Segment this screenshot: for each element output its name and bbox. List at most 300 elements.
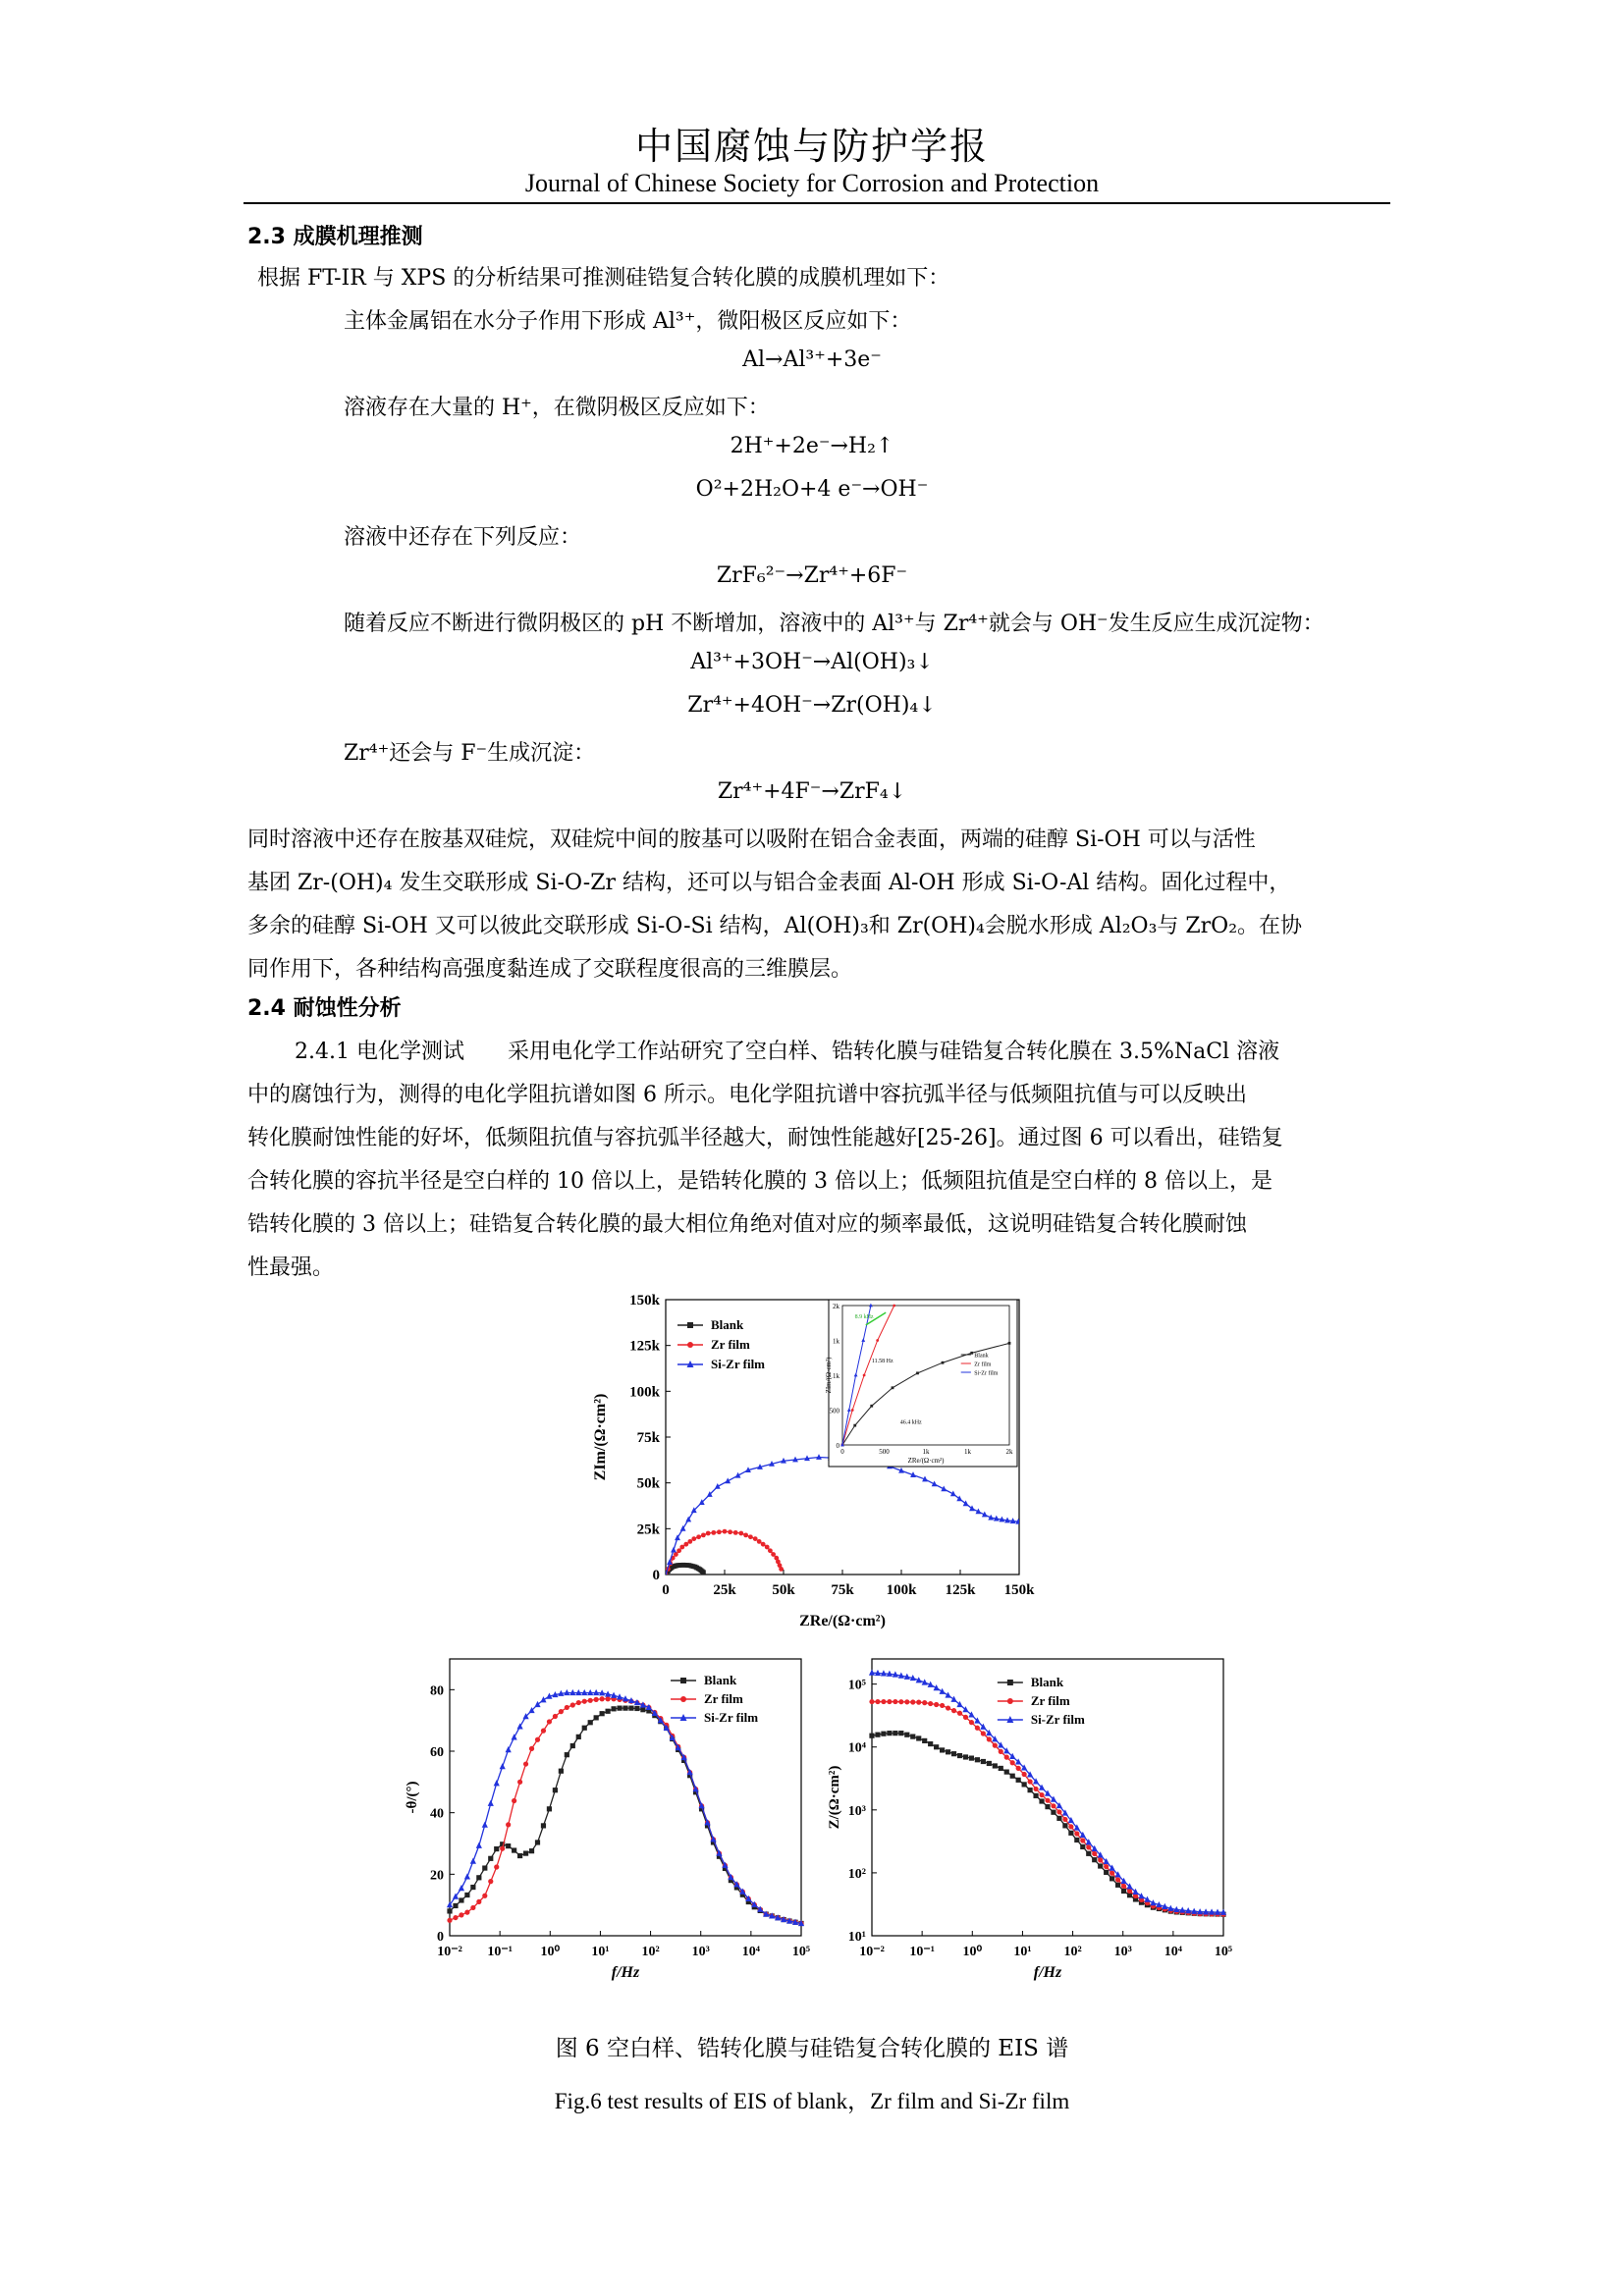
text-line: 溶液存在大量的 H⁺，在微阴极区反应如下： (344, 396, 770, 420)
data-point (453, 1915, 458, 1920)
data-point (969, 1720, 974, 1725)
data-point (691, 1536, 696, 1541)
data-point (570, 1743, 575, 1748)
data-point (934, 1702, 939, 1707)
data-point (547, 1806, 552, 1811)
data-point (757, 1539, 762, 1544)
data-point (582, 1726, 587, 1731)
data-point (494, 1846, 499, 1851)
bode-phase-chart (405, 1649, 831, 1983)
inset-annotation: 8.9 kHz (854, 1313, 874, 1320)
y-tick-label: 50k (636, 1475, 660, 1492)
data-point (969, 1756, 974, 1761)
data-point (1098, 1863, 1103, 1868)
data-point (594, 1697, 599, 1702)
x-tick-label: 10³ (691, 1945, 710, 1959)
inset-y-tick-label: 1k (833, 1337, 839, 1346)
equation: Zr⁴⁺+4OH⁻→Zr(OH)₄↓ (687, 693, 937, 718)
data-point (951, 1708, 956, 1713)
figure-caption-en: Fig.6 test results of EIS of blank，Zr film and Si-Zr film (554, 2089, 1070, 2113)
series-line (666, 1458, 1024, 1575)
x-axis-label: f/Hz (611, 1964, 640, 1981)
data-point (553, 1788, 558, 1792)
data-point (1150, 1899, 1156, 1905)
data-point (1110, 1871, 1114, 1876)
y-tick-label: 10⁴ (847, 1740, 866, 1756)
data-point (1138, 1893, 1144, 1898)
data-point (728, 1529, 732, 1534)
legend-label: Si-Zr film (711, 1357, 766, 1371)
x-tick-label: 10¹ (591, 1945, 610, 1959)
data-point (723, 1529, 728, 1534)
text-line: 随着反应不断进行微阴极区的 pH 不断增加，溶液中的 Al³⁺与 Zr⁴⁺就会与 OH⁻发生反应生成沉淀物： (344, 612, 1325, 636)
data-point (1028, 1788, 1033, 1792)
x-tick-label: 125k (945, 1582, 976, 1598)
data-point (482, 1894, 487, 1898)
data-point (1110, 1876, 1114, 1881)
x-tick-label: 150k (1003, 1582, 1035, 1598)
x-tick-label: 10⁰ (962, 1945, 983, 1959)
data-point (476, 1842, 482, 1848)
data-point (565, 1752, 569, 1757)
data-point (881, 1699, 886, 1704)
data-point (470, 1885, 475, 1890)
data-point (488, 1800, 494, 1806)
data-point (494, 1780, 500, 1786)
y-tick-label: 100k (629, 1384, 660, 1401)
data-point (1004, 1755, 1009, 1760)
paragraph-line: 锆转化膜的 3 倍以上；硅锆复合转化膜的最大相位角绝对值对应的频率最低，这说明硅锆复合转化膜耐蚀 (247, 1212, 1247, 1237)
data-point (606, 1709, 611, 1714)
data-point (975, 1726, 980, 1731)
series-line (450, 1699, 801, 1924)
data-point (588, 1698, 593, 1703)
data-point (922, 1700, 927, 1705)
data-point (904, 1733, 909, 1737)
inset-y-axis-label: ZIm/(Ω·cm²) (825, 1357, 833, 1394)
section-2-3-title: 2.3 成膜机理推测 (247, 225, 423, 249)
data-point (482, 1822, 488, 1828)
data-point (970, 1352, 973, 1355)
text-line: Zr⁴⁺还会与 F⁻生成沉淀： (344, 741, 596, 766)
data-point (494, 1864, 499, 1869)
data-point (523, 1850, 528, 1855)
data-point (600, 1696, 605, 1701)
y-tick-label: 10² (847, 1866, 866, 1882)
data-point (1039, 1792, 1044, 1797)
data-point (753, 1536, 758, 1541)
data-point (1080, 1838, 1085, 1842)
data-point (717, 1529, 722, 1534)
data-point (869, 1734, 874, 1738)
data-point (547, 1719, 552, 1724)
y-tick-label: 10³ (847, 1803, 866, 1819)
data-point (1008, 1342, 1011, 1345)
data-point (946, 1749, 950, 1754)
data-point (582, 1699, 587, 1704)
data-point (893, 1305, 895, 1308)
data-point (512, 1847, 516, 1852)
data-point (687, 1539, 692, 1544)
data-point (1121, 1889, 1126, 1894)
inset-annotation: 11.58 Hz (871, 1359, 893, 1365)
x-tick-label: 10² (641, 1945, 660, 1959)
x-tick-label: 10⁻¹ (487, 1945, 513, 1959)
inset-x-tick-label: 2k (1005, 1448, 1013, 1456)
data-point (963, 1500, 969, 1506)
data-point (1104, 1864, 1109, 1869)
data-point (1115, 1877, 1120, 1882)
data-point (969, 1505, 975, 1511)
x-tick-label: 10⁵ (791, 1945, 811, 1959)
y-tick-label: 150k (629, 1293, 660, 1308)
data-point (517, 1780, 522, 1785)
text-line: 根据 FT-IR 与 XPS 的分析结果可推测硅锆复合转化膜的成膜机理如下： (257, 266, 950, 291)
data-point (464, 1873, 470, 1879)
paragraph-line: 性最强。 (247, 1255, 335, 1280)
y-tick-label: 75k (636, 1430, 660, 1446)
y-tick-label: 0 (437, 1930, 444, 1945)
series-line (450, 1692, 801, 1923)
y-tick-label: 0 (652, 1568, 660, 1583)
journal-title-en: Journal of Chinese Society for Corrosion and Protection (524, 169, 1100, 197)
data-point (1007, 1698, 1013, 1704)
data-point (453, 1903, 458, 1908)
data-point (640, 1707, 645, 1712)
data-point (506, 1746, 512, 1752)
data-point (1062, 1823, 1067, 1828)
data-point (981, 1731, 986, 1735)
inset-y-tick-label: 1k (833, 1372, 839, 1380)
inset-x-tick-label: 500 (879, 1448, 890, 1456)
data-point (946, 1705, 950, 1710)
data-point (476, 1875, 481, 1880)
data-point (482, 1865, 487, 1870)
data-point (470, 1858, 476, 1864)
data-point (506, 1843, 511, 1848)
data-point (674, 1552, 678, 1557)
data-point (887, 1731, 892, 1735)
x-tick-label: 10¹ (1013, 1945, 1032, 1959)
data-point (863, 1374, 866, 1377)
data-point (743, 1532, 748, 1537)
data-point (942, 1362, 945, 1364)
data-point (893, 1731, 897, 1735)
data-point (1086, 1851, 1091, 1856)
data-point (928, 1741, 933, 1746)
series-group (663, 1454, 1027, 1576)
paragraph-line: 中的腐蚀行为，测得的电化学阻抗谱如图 6 所示。电化学阻抗谱中容抗弧半径与低频阻抗值与可以反映出 (247, 1083, 1247, 1107)
data-point (1086, 1844, 1091, 1849)
x-tick-label: 10⁴ (1164, 1945, 1182, 1959)
x-tick-label: 50k (772, 1582, 795, 1598)
inset-legend-label: Zr film (974, 1362, 992, 1368)
data-point (671, 1547, 677, 1553)
data-point (898, 1699, 903, 1704)
inset-x-tick-label: 1k (922, 1448, 930, 1456)
data-point (464, 1893, 469, 1897)
data-point (733, 1530, 738, 1535)
header-rule (244, 202, 1390, 204)
data-point (910, 1699, 915, 1704)
figure-caption-cn: 图 6 空白样、锆转化膜与硅锆复合转化膜的 EIS 谱 (555, 2036, 1069, 2061)
data-point (623, 1706, 627, 1711)
data-point (1022, 1782, 1027, 1787)
data-point (1010, 1760, 1015, 1765)
data-point (447, 1918, 452, 1923)
data-point (594, 1715, 599, 1720)
nyquist-chart (585, 1292, 1047, 1639)
data-point (893, 1699, 897, 1704)
equation: Zr⁴⁺+4F⁻→ZrF₄↓ (717, 779, 907, 804)
data-point (993, 1743, 998, 1748)
data-point (875, 1699, 880, 1704)
data-point (768, 1548, 773, 1553)
data-point (617, 1706, 622, 1711)
legend-label: Blank (704, 1673, 737, 1687)
data-point (934, 1744, 939, 1749)
x-tick-label: 25k (713, 1582, 736, 1598)
data-point (541, 1729, 546, 1734)
inset-legend-label: Si-Zr film (974, 1370, 999, 1377)
x-tick-label: 10⁵ (1214, 1945, 1233, 1959)
data-point (876, 1339, 879, 1342)
data-point (541, 1823, 546, 1828)
data-point (869, 1699, 874, 1704)
data-point (1016, 1766, 1021, 1771)
data-point (1074, 1831, 1079, 1836)
data-point (683, 1542, 688, 1547)
data-point (987, 1761, 992, 1766)
data-point (529, 1746, 534, 1751)
section-2-4-title: 2.4 耐蚀性分析 (247, 996, 402, 1021)
data-point (529, 1848, 534, 1853)
x-tick-label: 10⁻¹ (909, 1945, 935, 1959)
data-point (1045, 1798, 1050, 1803)
data-point (1080, 1844, 1085, 1849)
y-axis-label: Z/(Ω·cm²) (827, 1765, 842, 1830)
y-tick-label: 20 (430, 1868, 444, 1884)
data-point (506, 1822, 511, 1827)
data-point (540, 1696, 546, 1702)
y-tick-label: 25k (636, 1522, 660, 1538)
data-point (500, 1846, 505, 1851)
legend-label: Zr film (1030, 1693, 1070, 1708)
y-tick-label: 10¹ (847, 1930, 866, 1945)
data-point (875, 1733, 880, 1737)
data-point (761, 1542, 766, 1547)
data-point (1144, 1896, 1150, 1902)
data-point (1033, 1793, 1038, 1798)
data-point (588, 1720, 593, 1725)
data-point (963, 1715, 968, 1720)
data-point (701, 1532, 706, 1537)
legend-label: Blank (711, 1317, 744, 1332)
data-point (687, 1342, 693, 1348)
data-point (535, 1737, 540, 1742)
x-tick-label: 10⁴ (741, 1945, 760, 1959)
data-point (1121, 1884, 1126, 1889)
data-point (916, 1700, 921, 1705)
data-point (559, 1709, 564, 1714)
data-point (534, 1701, 540, 1707)
data-point (470, 1905, 475, 1910)
data-point (940, 1688, 946, 1694)
text-line: 溶液中还存在下列反应： (344, 525, 582, 550)
bode-modulus-chart (827, 1649, 1253, 1983)
data-point (987, 1736, 992, 1741)
data-point (1068, 1831, 1073, 1836)
x-axis-label: ZRe/(Ω·cm²) (799, 1613, 886, 1629)
data-point (748, 1534, 753, 1539)
y-tick-label: 10⁵ (847, 1678, 866, 1693)
data-point (476, 1899, 481, 1904)
data-point (870, 1405, 873, 1408)
data-point (1010, 1774, 1015, 1779)
data-point (1016, 1778, 1021, 1783)
data-point (628, 1706, 633, 1711)
series-line (666, 1531, 782, 1575)
x-tick-label: 10⁻² (859, 1945, 885, 1959)
data-point (950, 1696, 956, 1702)
data-point (1056, 1816, 1061, 1821)
data-point (1045, 1804, 1050, 1809)
data-point (940, 1747, 945, 1752)
paragraph-line: 基团 Zr-(OH)₄ 发生交联形成 Si-O-Zr 结构，还可以与铝合金表面 Al-OH 形成 Si-O-Al 结构。固化过程中， (247, 871, 1291, 895)
data-point (464, 1910, 469, 1915)
x-tick-label: 10³ (1113, 1945, 1132, 1959)
data-point (904, 1699, 909, 1704)
data-point (1074, 1838, 1079, 1842)
data-point (898, 1731, 903, 1735)
data-point (999, 1749, 1003, 1754)
data-point (881, 1732, 886, 1736)
inset-y-tick-label: 2k (833, 1303, 839, 1310)
data-point (679, 1545, 684, 1550)
x-axis-label: f/Hz (1033, 1964, 1062, 1981)
data-point (1127, 1889, 1132, 1894)
data-point (910, 1734, 915, 1738)
y-tick-label: 40 (430, 1806, 444, 1822)
data-point (1039, 1798, 1044, 1803)
data-point (1056, 1809, 1061, 1814)
inset-x-axis-label: ZRe/(Ω·cm²) (907, 1457, 945, 1465)
data-point (559, 1769, 564, 1774)
legend-label: Si-Zr film (704, 1710, 759, 1725)
data-point (535, 1840, 540, 1844)
data-point (687, 1322, 693, 1328)
data-point (677, 1548, 681, 1553)
data-point (771, 1552, 776, 1557)
legend-label: Zr film (704, 1691, 743, 1706)
data-point (1021, 1519, 1027, 1524)
data-point (940, 1703, 945, 1708)
legend-label: Zr film (711, 1337, 750, 1352)
paragraph-line: 多余的硅醇 Si-OH 又可以彼此交联形成 Si-O-Si 结构，Al(OH)₃和 Zr(OH)₄会脱水形成 Al₂O₃与 ZrO₂。在协 (247, 914, 1303, 938)
data-point (945, 1691, 950, 1697)
data-point (1007, 1680, 1013, 1685)
data-point (951, 1751, 956, 1756)
x-tick-label: 75k (831, 1582, 854, 1598)
data-point (611, 1706, 616, 1711)
data-point (706, 1531, 711, 1536)
data-point (1062, 1817, 1067, 1822)
data-point (887, 1699, 892, 1704)
data-point (696, 1534, 701, 1539)
equation: Al³⁺+3OH⁻→Al(OH)₃↓ (690, 650, 934, 674)
data-point (1051, 1803, 1056, 1808)
data-point (981, 1759, 986, 1764)
data-point (600, 1711, 605, 1716)
data-point (853, 1424, 856, 1427)
data-point (459, 1897, 463, 1902)
data-point (975, 1757, 980, 1762)
equation: 2H⁺+2e⁻→H₂↑ (730, 434, 894, 458)
data-point (1115, 1883, 1120, 1888)
inset-x-tick-label: 1k (964, 1448, 971, 1456)
data-point (570, 1702, 575, 1707)
data-point (922, 1738, 927, 1743)
data-point (459, 1912, 463, 1917)
inset-y-tick-label: 500 (829, 1407, 839, 1415)
data-point (500, 1763, 506, 1769)
equation: O²+2H₂O+4 e⁻→OH⁻ (695, 477, 929, 502)
data-point (576, 1700, 581, 1705)
paragraph-line: 2.4.1 电化学测试 采用电化学工作站研究了空白样、锆转化膜与硅锆复合转化膜在 3.5%NaCl 溶液 (295, 1040, 1280, 1064)
data-point (447, 1908, 452, 1913)
paragraph-line: 合转化膜的容抗半径是空白样的 10 倍以上，是锆转化膜的 3 倍以上；低频阻抗值是空白样的 8 倍以上，是 (247, 1169, 1272, 1194)
data-point (512, 1798, 516, 1803)
data-point (680, 1696, 686, 1702)
data-point (916, 1735, 921, 1740)
x-tick-label: 100k (886, 1582, 917, 1598)
data-point (1068, 1824, 1073, 1829)
inset-y-tick-label: 0 (836, 1442, 839, 1450)
data-point (1051, 1810, 1056, 1815)
legend-label: Blank (1030, 1675, 1064, 1689)
paragraph-line: 同作用下，各种结构高强度黏连成了交联程度很高的三维膜层。 (247, 957, 853, 982)
y-axis-label: -θ/(°) (405, 1781, 420, 1814)
x-tick-label: 10⁰ (540, 1945, 561, 1959)
data-point (711, 1530, 716, 1535)
y-axis-label: ZIm/(Ω·cm²) (592, 1393, 609, 1481)
data-point (851, 1409, 854, 1412)
data-point (1098, 1857, 1103, 1862)
data-point (459, 1885, 464, 1891)
inset-legend-label: Blank (974, 1353, 989, 1360)
data-point (488, 1856, 493, 1861)
inset-x-tick-label: 0 (840, 1448, 844, 1456)
data-point (523, 1761, 528, 1766)
data-point (701, 1570, 706, 1575)
equation: Al→Al³⁺+3e⁻ (742, 347, 882, 372)
legend-label: Si-Zr film (1030, 1712, 1085, 1727)
inset-frame (829, 1300, 1017, 1467)
data-point (1022, 1772, 1027, 1777)
data-point (999, 1766, 1003, 1771)
data-point (488, 1879, 493, 1884)
data-point (1092, 1851, 1097, 1856)
data-point (963, 1754, 968, 1759)
x-tick-label: 10² (1063, 1945, 1082, 1959)
y-tick-label: 80 (430, 1683, 444, 1699)
data-point (1104, 1870, 1109, 1875)
data-point (606, 1696, 611, 1701)
data-point (634, 1706, 639, 1711)
data-point (956, 1495, 962, 1501)
data-point (576, 1735, 581, 1739)
data-point (1033, 1787, 1038, 1791)
